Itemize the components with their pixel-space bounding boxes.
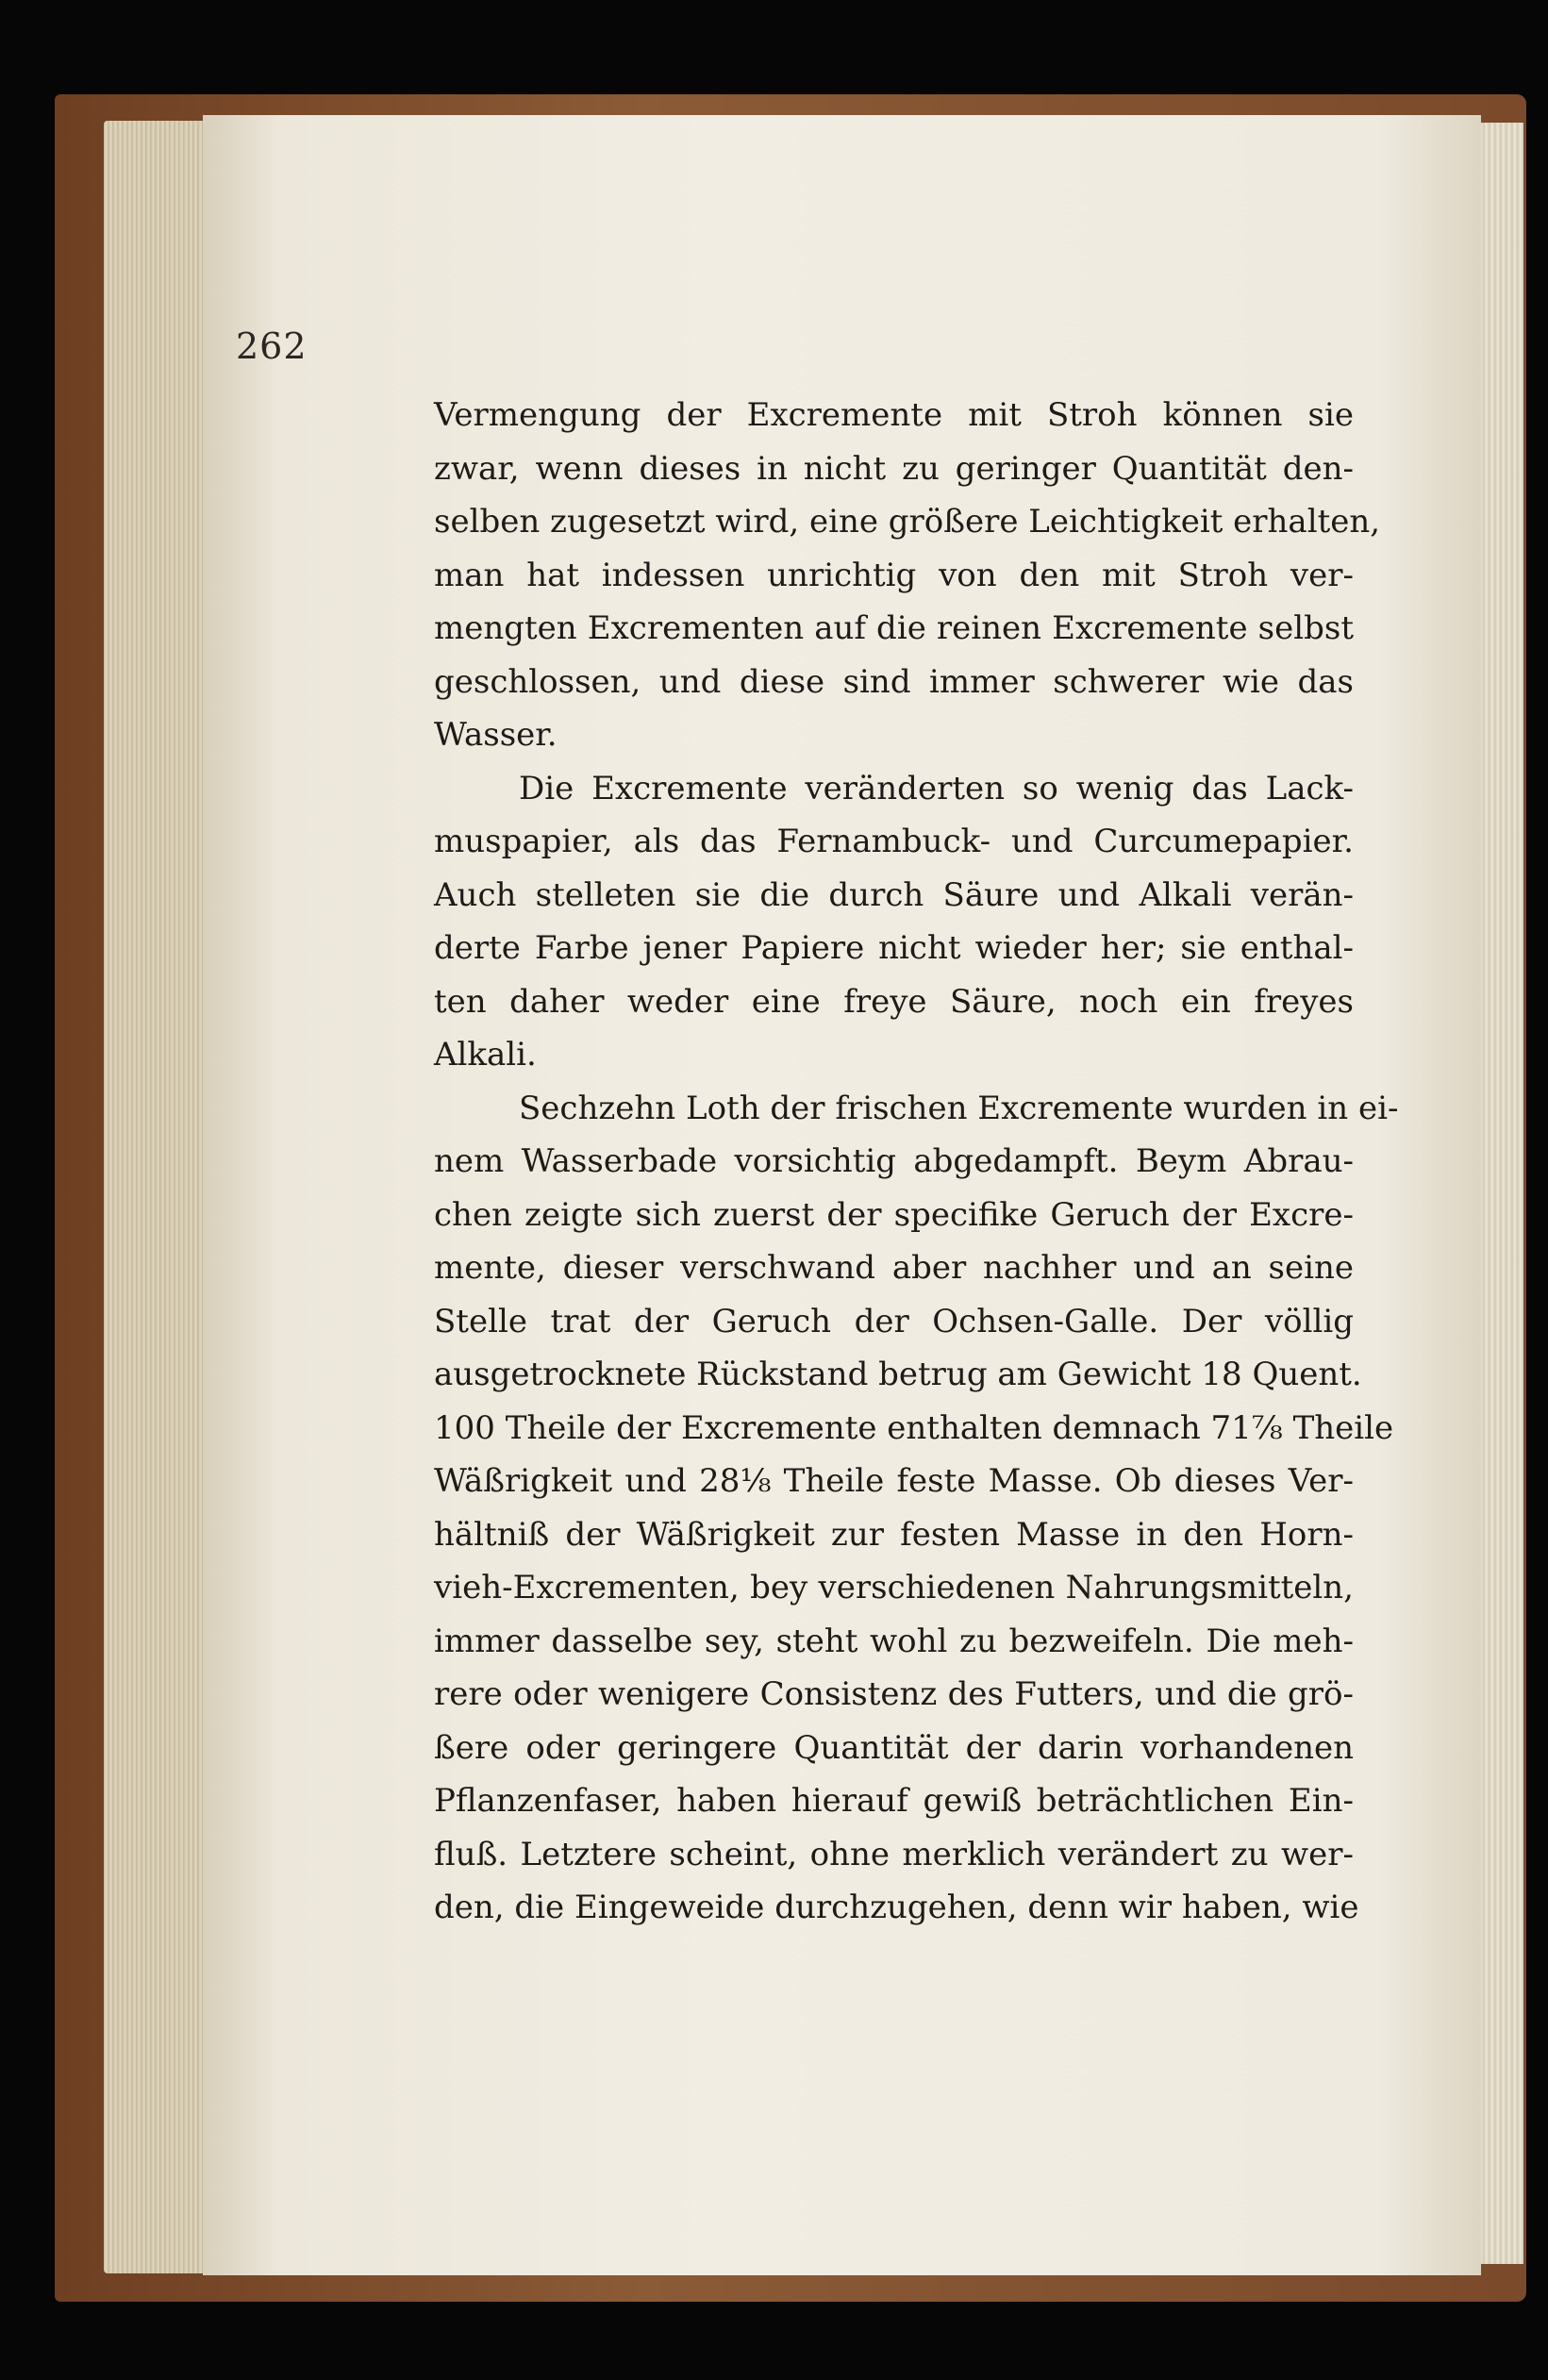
text-line: Wasser. bbox=[434, 716, 558, 754]
text-line: den, die Eingeweide durchzugehen, denn wir haben, wie bbox=[434, 1889, 1359, 1926]
text-line: selben zugesetzt wird, eine größere Leichtigkeit erhalten, bbox=[434, 503, 1381, 541]
text-line: Wäßrigkeit und 28⅛ Theile feste Masse. Ob dieses Ver- bbox=[434, 1462, 1354, 1500]
text-line: Pflanzenfaser, haben hierauf gewiß beträchtlichen Ein- bbox=[434, 1782, 1354, 1820]
text-line: muspapier, als das Fernambuck- und Curcumepapier. bbox=[434, 823, 1354, 860]
text-line: derte Farbe jener Papiere nicht wieder her; sie enthal- bbox=[434, 929, 1354, 967]
page-edges-left bbox=[104, 121, 208, 2273]
text-line: Sechzehn Loth der frischen Excremente wurden in ei- bbox=[519, 1089, 1399, 1127]
page-number: 262 bbox=[236, 325, 308, 367]
text-line: man hat indessen unrichtig von den mit Stroh ver- bbox=[434, 556, 1354, 594]
text-line: ten daher weder eine freye Säure, noch ein freyes bbox=[434, 982, 1354, 1021]
text-line: 100 Theile der Excremente enthalten demnach 71⅞ Theile bbox=[434, 1408, 1394, 1447]
text-line: rere oder wenigere Consistenz des Futters, und die grö- bbox=[434, 1675, 1354, 1713]
text-line: ausgetrocknete Rückstand betrug am Gewicht 18 Quent. bbox=[434, 1356, 1362, 1393]
text-line: Auch stelleten sie die durch Säure und Alkali verän- bbox=[434, 875, 1354, 914]
page-edges-right bbox=[1481, 123, 1523, 2264]
text-line: Stelle trat der Geruch der Ochsen-Galle. Der völlig bbox=[434, 1302, 1354, 1340]
text-line: fluß. Letztere scheint, ohne merklich verändert zu wer- bbox=[434, 1835, 1354, 1873]
text-line: hältniß der Wäßrigkeit zur festen Masse in den Horn- bbox=[434, 1515, 1354, 1554]
text-line: Vermengung der Excremente mit Stroh können sie bbox=[434, 396, 1354, 434]
text-line: chen zeigte sich zuerst der specifike Geruch der Excre- bbox=[434, 1195, 1354, 1234]
text-line: mente, dieser verschwand aber nachher und an seine bbox=[434, 1249, 1354, 1287]
text-line: mengten Excrementen auf die reinen Excremente selbst bbox=[434, 609, 1354, 647]
text-line: vieh-Excrementen, bey verschiedenen Nahrungsmitteln, bbox=[434, 1569, 1354, 1606]
text-line: geschlossen, und diese sind immer schwerer wie das bbox=[434, 662, 1354, 701]
text-line: Alkali. bbox=[434, 1036, 537, 1073]
text-line: Die Excremente veränderten so wenig das Lack- bbox=[519, 769, 1354, 807]
text-line: immer dasselbe sey, steht wohl zu bezweifeln. Die meh- bbox=[434, 1622, 1354, 1660]
text-line: nem Wasserbade vorsichtig abgedampft. Beym Abrau- bbox=[434, 1142, 1354, 1180]
text-line: zwar, wenn dieses in nicht zu geringer Quantität den- bbox=[434, 449, 1354, 488]
body-text bbox=[434, 389, 1399, 1935]
text-line: ßere oder geringere Quantität der darin vorhandenen bbox=[434, 1728, 1354, 1767]
